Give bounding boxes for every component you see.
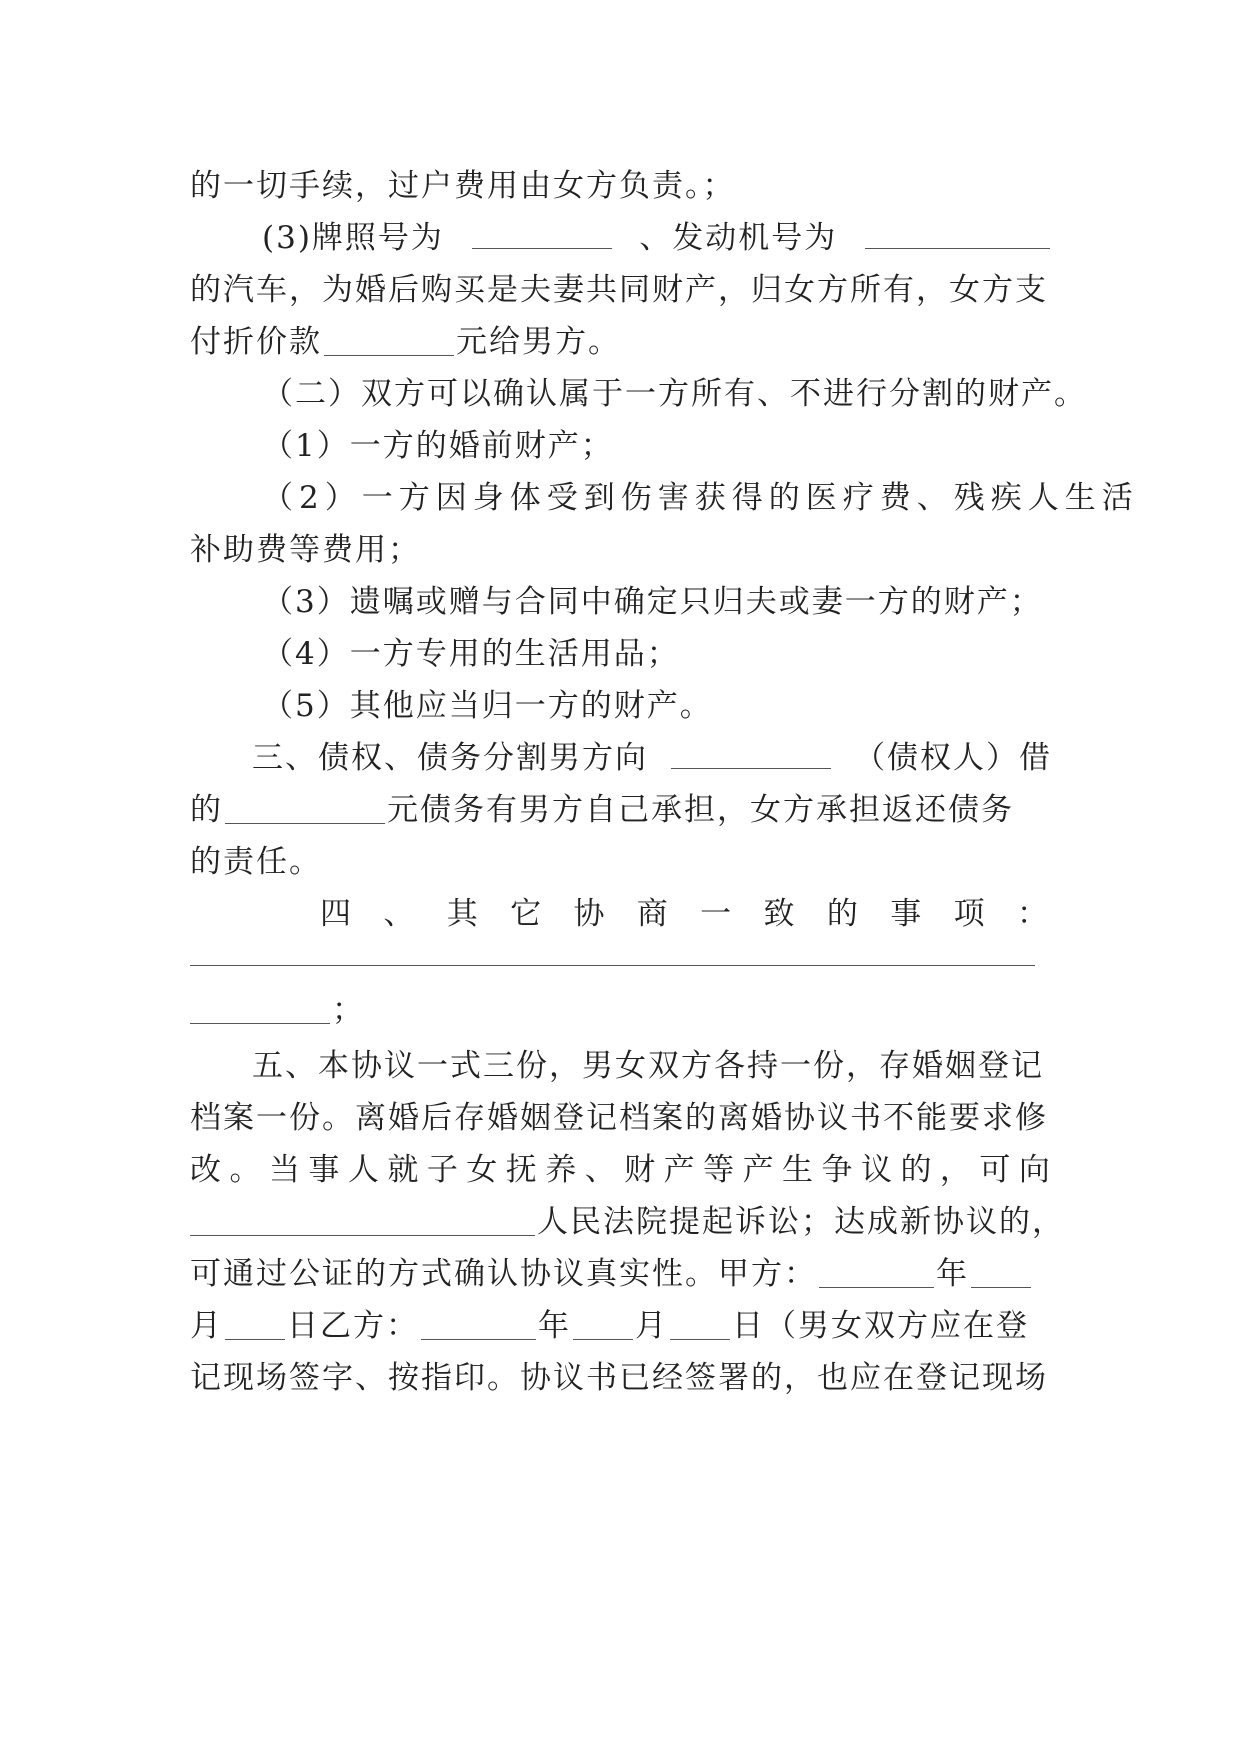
text-line: 五、本协议一式三份，男女双方各持一份，存婚姻登记 xyxy=(252,1048,1044,1084)
blank-party-a-day xyxy=(225,1309,285,1340)
blank-court xyxy=(190,1205,535,1236)
text-line-spaced: 四 、 其 它 协 商 一 致 的 事 项 ： xyxy=(320,896,1050,932)
text-line: 三、债权、债务分割男方向 （债权人）借 xyxy=(252,740,1052,776)
text-line: 月 日乙方： 年 月 日（男女双方应在登 xyxy=(190,1308,1029,1344)
text-line: （5）其他应当归一方的财产。 xyxy=(262,688,713,724)
blank-party-b-year xyxy=(421,1309,536,1340)
blank-engine-number xyxy=(865,218,1050,249)
text-line: （1）一方的婚前财产； xyxy=(262,428,614,464)
blank-debt-amount xyxy=(225,793,385,824)
blank-amount xyxy=(324,325,454,356)
text-line: 档案一份。离婚后存婚姻登记档案的离婚协议书不能要求修 xyxy=(190,1100,1048,1136)
text-line: 补助费等费用； xyxy=(190,532,421,568)
blank-party-a-year xyxy=(819,1257,934,1288)
text-line: 记现场签字、按指印。协议书已经签署的，也应在登记现场 xyxy=(190,1360,1048,1396)
text-line: 可通过公证的方式确认协议真实性。甲方： 年 xyxy=(190,1254,1052,1296)
text-line: 的一切手续，过户费用由女方负责。； xyxy=(190,168,736,204)
text-line: 人民法院提起诉讼；达成新协议的， xyxy=(190,1202,1052,1244)
blank-plate-number xyxy=(472,218,612,249)
blank-party-a-month xyxy=(971,1257,1031,1288)
text-line: 的汽车，为婚后购买是夫妻共同财产，归女方所有，女方支 xyxy=(190,272,1048,308)
text-line: (3)牌照号为 、发动机号为 xyxy=(262,218,1052,260)
blank-other-matters xyxy=(190,965,1035,966)
blank-party-b-day xyxy=(670,1309,730,1340)
text-line: 的责任。 xyxy=(190,844,322,880)
text-line: 付折价款 元给男方。 xyxy=(190,324,621,360)
blank-party-b-month xyxy=(573,1309,633,1340)
text-line: （二）双方可以确认属于一方所有、不进行分割的财产。 xyxy=(262,376,1087,412)
blank-creditor xyxy=(671,738,831,769)
text-line: （4）一方专用的生活用品； xyxy=(262,636,680,672)
text-line-spaced: 改 。 当 事 人 就 子 女 抚 养 、 财 产 等 产 生 争 议 的 ， 可 向 xyxy=(190,1152,1052,1188)
blank-other-matters-cont xyxy=(190,993,330,1024)
text-line: （3）遗嘱或赠与合同中确定只归夫或妻一方的财产； xyxy=(262,584,1043,620)
text-line: （2）一方因身体受到伤害获得的医疗费、残疾人生活 xyxy=(262,480,1139,516)
text-line: 的 元债务有男方自己承担，女方承担返还债务 xyxy=(190,792,1014,828)
text-line: ； xyxy=(190,990,1052,1032)
